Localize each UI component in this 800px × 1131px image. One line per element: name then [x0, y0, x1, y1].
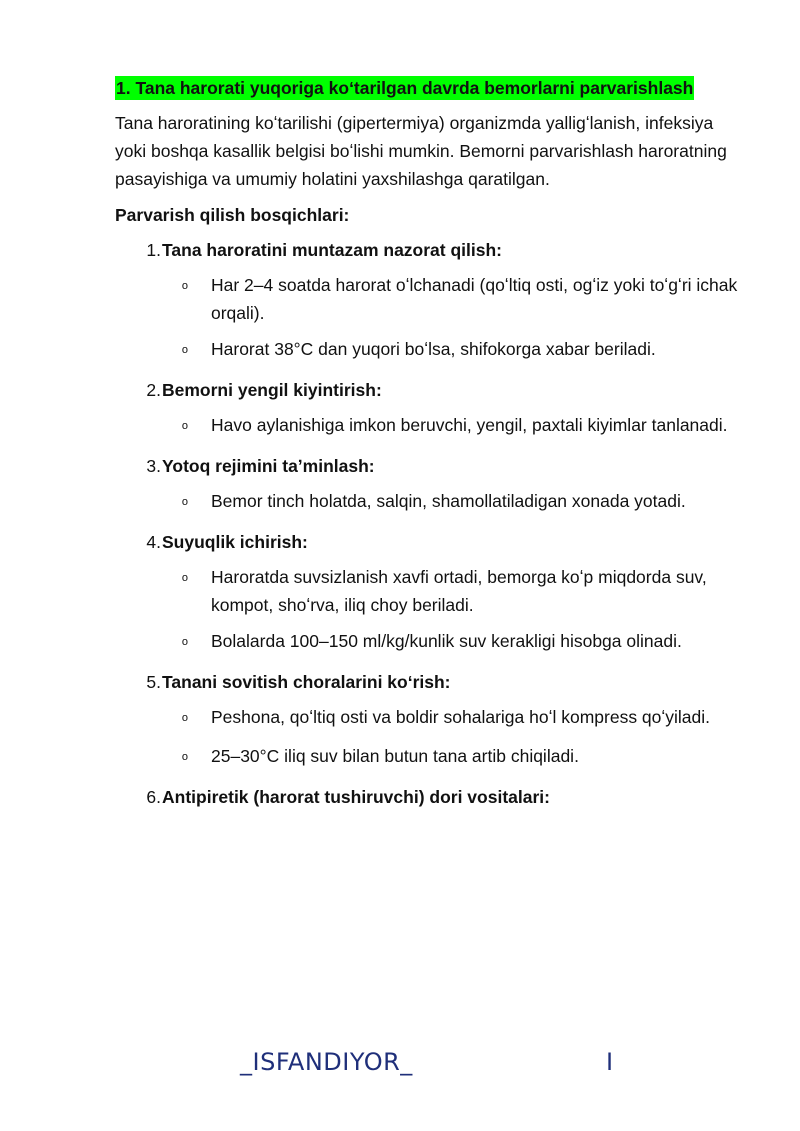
list-item — [115, 530, 740, 658]
bullet-text: Peshona, qoʻltiq osti va boldir sohalariga hoʻl kompress qoʻyiladi. — [211, 707, 711, 727]
bullet-list — [115, 271, 740, 366]
step-title: Yotoq rejimini taʼminlash: — [162, 456, 375, 476]
bullet-item — [115, 271, 740, 327]
bullet-text: Havo aylanishiga imkon beruvchi, yengil, paxtali kiyimlar tanlanadi. — [211, 415, 728, 435]
step-heading — [115, 785, 740, 809]
step-number: 6. — [146, 787, 161, 807]
step-heading — [115, 530, 740, 554]
document-page — [115, 76, 740, 821]
bullet-item — [115, 627, 740, 658]
list-item — [115, 378, 740, 442]
bullet-circle-icon: o — [181, 572, 188, 584]
step-heading — [115, 454, 740, 478]
bullet-item — [115, 411, 740, 442]
bullet-item — [115, 487, 740, 518]
bullet-text: Haroratda suvsizlanish xavfi ortadi, bemorga koʻp miqdorda suv, kompot, shoʻrva, iliq choy beriladi. — [211, 567, 707, 615]
bullet-circle-icon: o — [181, 712, 188, 724]
bullet-circle-icon: o — [181, 420, 188, 432]
bullet-list — [115, 703, 740, 773]
bullet-text: Bemor tinch holatda, salqin, shamollatiladigan xonada yotadi. — [211, 491, 686, 511]
bullet-list — [115, 411, 740, 442]
step-title: Bemorni yengil kiyintirish: — [162, 380, 382, 400]
step-number: 5. — [146, 672, 161, 692]
footer-author: _ISFANDIYOR_ — [240, 1048, 413, 1076]
step-heading — [115, 670, 740, 694]
list-item — [115, 238, 740, 366]
bullet-item — [115, 742, 740, 773]
stages-heading: Parvarish qilish bosqichlari: — [115, 205, 350, 225]
intro-paragraph: Tana haroratining koʻtarilishi (gipertermiya) organizmda yalligʻlanish, infeksiya yoki boshqa kasallik belgisi boʻlishi mumkin. Bemorni parvarishlash haroratning pasayishiga va umumiy holatini yaxshilashga qaratilgan. — [115, 113, 727, 189]
list-item — [115, 454, 740, 518]
section-title: 1. Tana harorati yuqoriga koʻtarilgan davrda bemorlarni parvarishlash — [116, 78, 694, 98]
step-number: 2. — [146, 380, 161, 400]
step-title: Tana haroratini muntazam nazorat qilish: — [162, 240, 503, 260]
page-footer — [0, 1048, 800, 1082]
bullet-circle-icon: o — [181, 496, 188, 508]
bullet-text: 25–30°C iliq suv bilan butun tana artib chiqiladi. — [211, 746, 579, 766]
bullet-text: Har 2–4 soatda harorat oʻlchanadi (qoʻltiq osti, ogʻiz yoki toʻgʻri ichak orqali). — [211, 275, 738, 323]
list-item — [115, 670, 740, 773]
bullet-item — [115, 335, 740, 366]
step-heading — [115, 378, 740, 402]
bullet-list — [115, 563, 740, 658]
step-heading — [115, 238, 740, 262]
step-title: Suyuqlik ichirish: — [162, 532, 308, 552]
step-number: 3. — [146, 456, 161, 476]
bullet-item — [115, 703, 740, 734]
step-title: Antipiretik (harorat tushiruvchi) dori vositalari: — [162, 787, 550, 807]
bullet-circle-icon: o — [181, 636, 188, 648]
bullet-list — [115, 487, 740, 518]
bullet-circle-icon: o — [181, 344, 188, 356]
bullet-text: Bolalarda 100–150 ml/kg/kunlik suv kerakligi hisobga olinadi. — [211, 631, 682, 651]
footer-page-marker: I — [606, 1048, 614, 1076]
steps-list — [115, 238, 740, 809]
step-number: 1. — [146, 240, 161, 260]
bullet-circle-icon: o — [181, 751, 188, 763]
list-item — [115, 785, 740, 809]
bullet-text: Harorat 38°C dan yuqori boʻlsa, shifokorga xabar beriladi. — [211, 339, 656, 359]
step-title: Tanani sovitish choralarini koʻrish: — [162, 672, 451, 692]
bullet-item — [115, 563, 740, 619]
bullet-circle-icon: o — [181, 280, 188, 292]
step-number: 4. — [146, 532, 161, 552]
